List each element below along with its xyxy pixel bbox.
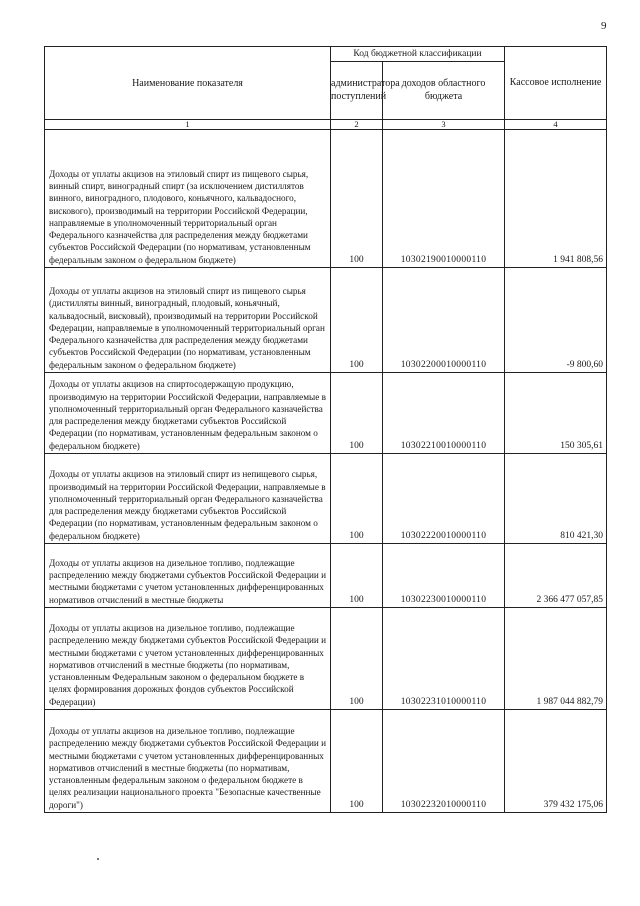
table-row bbox=[45, 710, 607, 813]
income-code: 10302230010000110 bbox=[383, 544, 505, 608]
indicator-name: Доходы от уплаты акцизов на спиртосодержащую продукцию, производимую на территории Российской Федерации, направляемые в уполномоченный территориальный орган Федерального казначейства для распределения между бюджетами субъектов Российской Федерации (по нормативам, установленным федеральным законом о федеральном бюджете) bbox=[45, 373, 331, 454]
admin-code: 100 bbox=[331, 608, 383, 710]
cash-execution-amount: -9 800,60 bbox=[505, 268, 607, 373]
indicator-name: Доходы от уплаты акцизов на этиловый спирт из пищевого сырья, винный спирт, виноградный спирт (за исключением дистиллятов винного, виноградного, плодового, коньячного, кальвадосного, вискового), производимый на территории Российской Федерации, направляемые в уполномоченный территориальный орган Федерального казначейства для распределения между бюджетами субъектов Российской Федерации (по нормативам, установленным федеральным законом о федеральном бюджете) bbox=[45, 130, 331, 268]
cash-execution-amount: 1 941 808,56 bbox=[505, 130, 607, 268]
budget-table bbox=[44, 46, 607, 813]
column-number: 3 bbox=[383, 120, 505, 130]
table-row bbox=[45, 608, 607, 710]
income-code: 10302232010000110 bbox=[383, 710, 505, 813]
table-row bbox=[45, 268, 607, 373]
income-code: 10302210010000110 bbox=[383, 373, 505, 454]
cash-execution-amount: 2 366 477 057,85 bbox=[505, 544, 607, 608]
admin-code: 100 bbox=[331, 373, 383, 454]
header-cash-execution: Кассовое исполнение bbox=[505, 47, 607, 120]
income-code: 10302200010000110 bbox=[383, 268, 505, 373]
indicator-name: Доходы от уплаты акцизов на дизельное топливо, подлежащие распределению между бюджетами субъектов Российской Федерации и местными бюджетами с учетом установленных дифференцированных нормативов отчислений в местные бюджеты (по нормативам, установленным Федеральным законом о федеральном бюджете в целях формирования дорожных фондов субъектов Российской Федерации) bbox=[45, 608, 331, 710]
table-row bbox=[45, 130, 607, 268]
indicator-name: Доходы от уплаты акцизов на этиловый спирт из пищевого сырья (дистилляты винный, виноградный, плодовый, коньячный, кальвадосный, висковый), производимый на территории Российской Федерации, направляемые в уполномоченный территориальный орган Федерального казначейства для распределения между бюджетами субъектов Российской Федерации (по нормативам, установленным федеральным законом о федеральном бюджете) bbox=[45, 268, 331, 373]
header-kbk-group: Код бюджетной классификации bbox=[331, 47, 505, 62]
admin-code: 100 bbox=[331, 544, 383, 608]
admin-code: 100 bbox=[331, 710, 383, 813]
cash-execution-amount: 379 432 175,06 bbox=[505, 710, 607, 813]
column-number: 1 bbox=[45, 120, 331, 130]
indicator-name: Доходы от уплаты акцизов на этиловый спирт из непищевого сырья, производимый на территории Российской Федерации, направляемые в уполномоченный территориальный орган Федерального казначейства для распределения между бюджетами субъектов Российской Федерации (по нормативам, установленным федеральным законом о федеральном бюджете) bbox=[45, 454, 331, 544]
admin-code: 100 bbox=[331, 130, 383, 268]
table-row bbox=[45, 454, 607, 544]
page-number: 9 bbox=[601, 20, 607, 32]
cash-execution-amount: 1 987 044 882,79 bbox=[505, 608, 607, 710]
indicator-name: Доходы от уплаты акцизов на дизельное топливо, подлежащие распределению между бюджетами субъектов Российской Федерации и местными бюджетами с учетом установленных дифференцированных нормативов отчислений в местные бюджеты (по нормативам, установленным федеральным законом о федеральном бюджете в целях реализации национального проекта "Безопасные качественные дороги") bbox=[45, 710, 331, 813]
column-number: 2 bbox=[331, 120, 383, 130]
cash-execution-amount: 150 305,61 bbox=[505, 373, 607, 454]
scan-speck bbox=[97, 858, 99, 860]
column-number-row bbox=[45, 120, 607, 130]
table-row bbox=[45, 544, 607, 608]
indicator-name: Доходы от уплаты акцизов на дизельное топливо, подлежащие распределению между бюджетами субъектов Российской Федерации и местными бюджетами с учетом установленных дифференцированных нормативов отчислений в местные бюджеты bbox=[45, 544, 331, 608]
income-code: 10302231010000110 bbox=[383, 608, 505, 710]
cash-execution-amount: 810 421,30 bbox=[505, 454, 607, 544]
header-row bbox=[45, 47, 607, 62]
table-row bbox=[45, 373, 607, 454]
header-income-code: доходов областного бюджета bbox=[383, 62, 505, 120]
admin-code: 100 bbox=[331, 454, 383, 544]
admin-code: 100 bbox=[331, 268, 383, 373]
income-code: 10302190010000110 bbox=[383, 130, 505, 268]
header-indicator-name: Наименование показателя bbox=[45, 47, 331, 120]
column-number: 4 bbox=[505, 120, 607, 130]
header-admin-code: администратора поступлений bbox=[331, 62, 383, 120]
income-code: 10302220010000110 bbox=[383, 454, 505, 544]
